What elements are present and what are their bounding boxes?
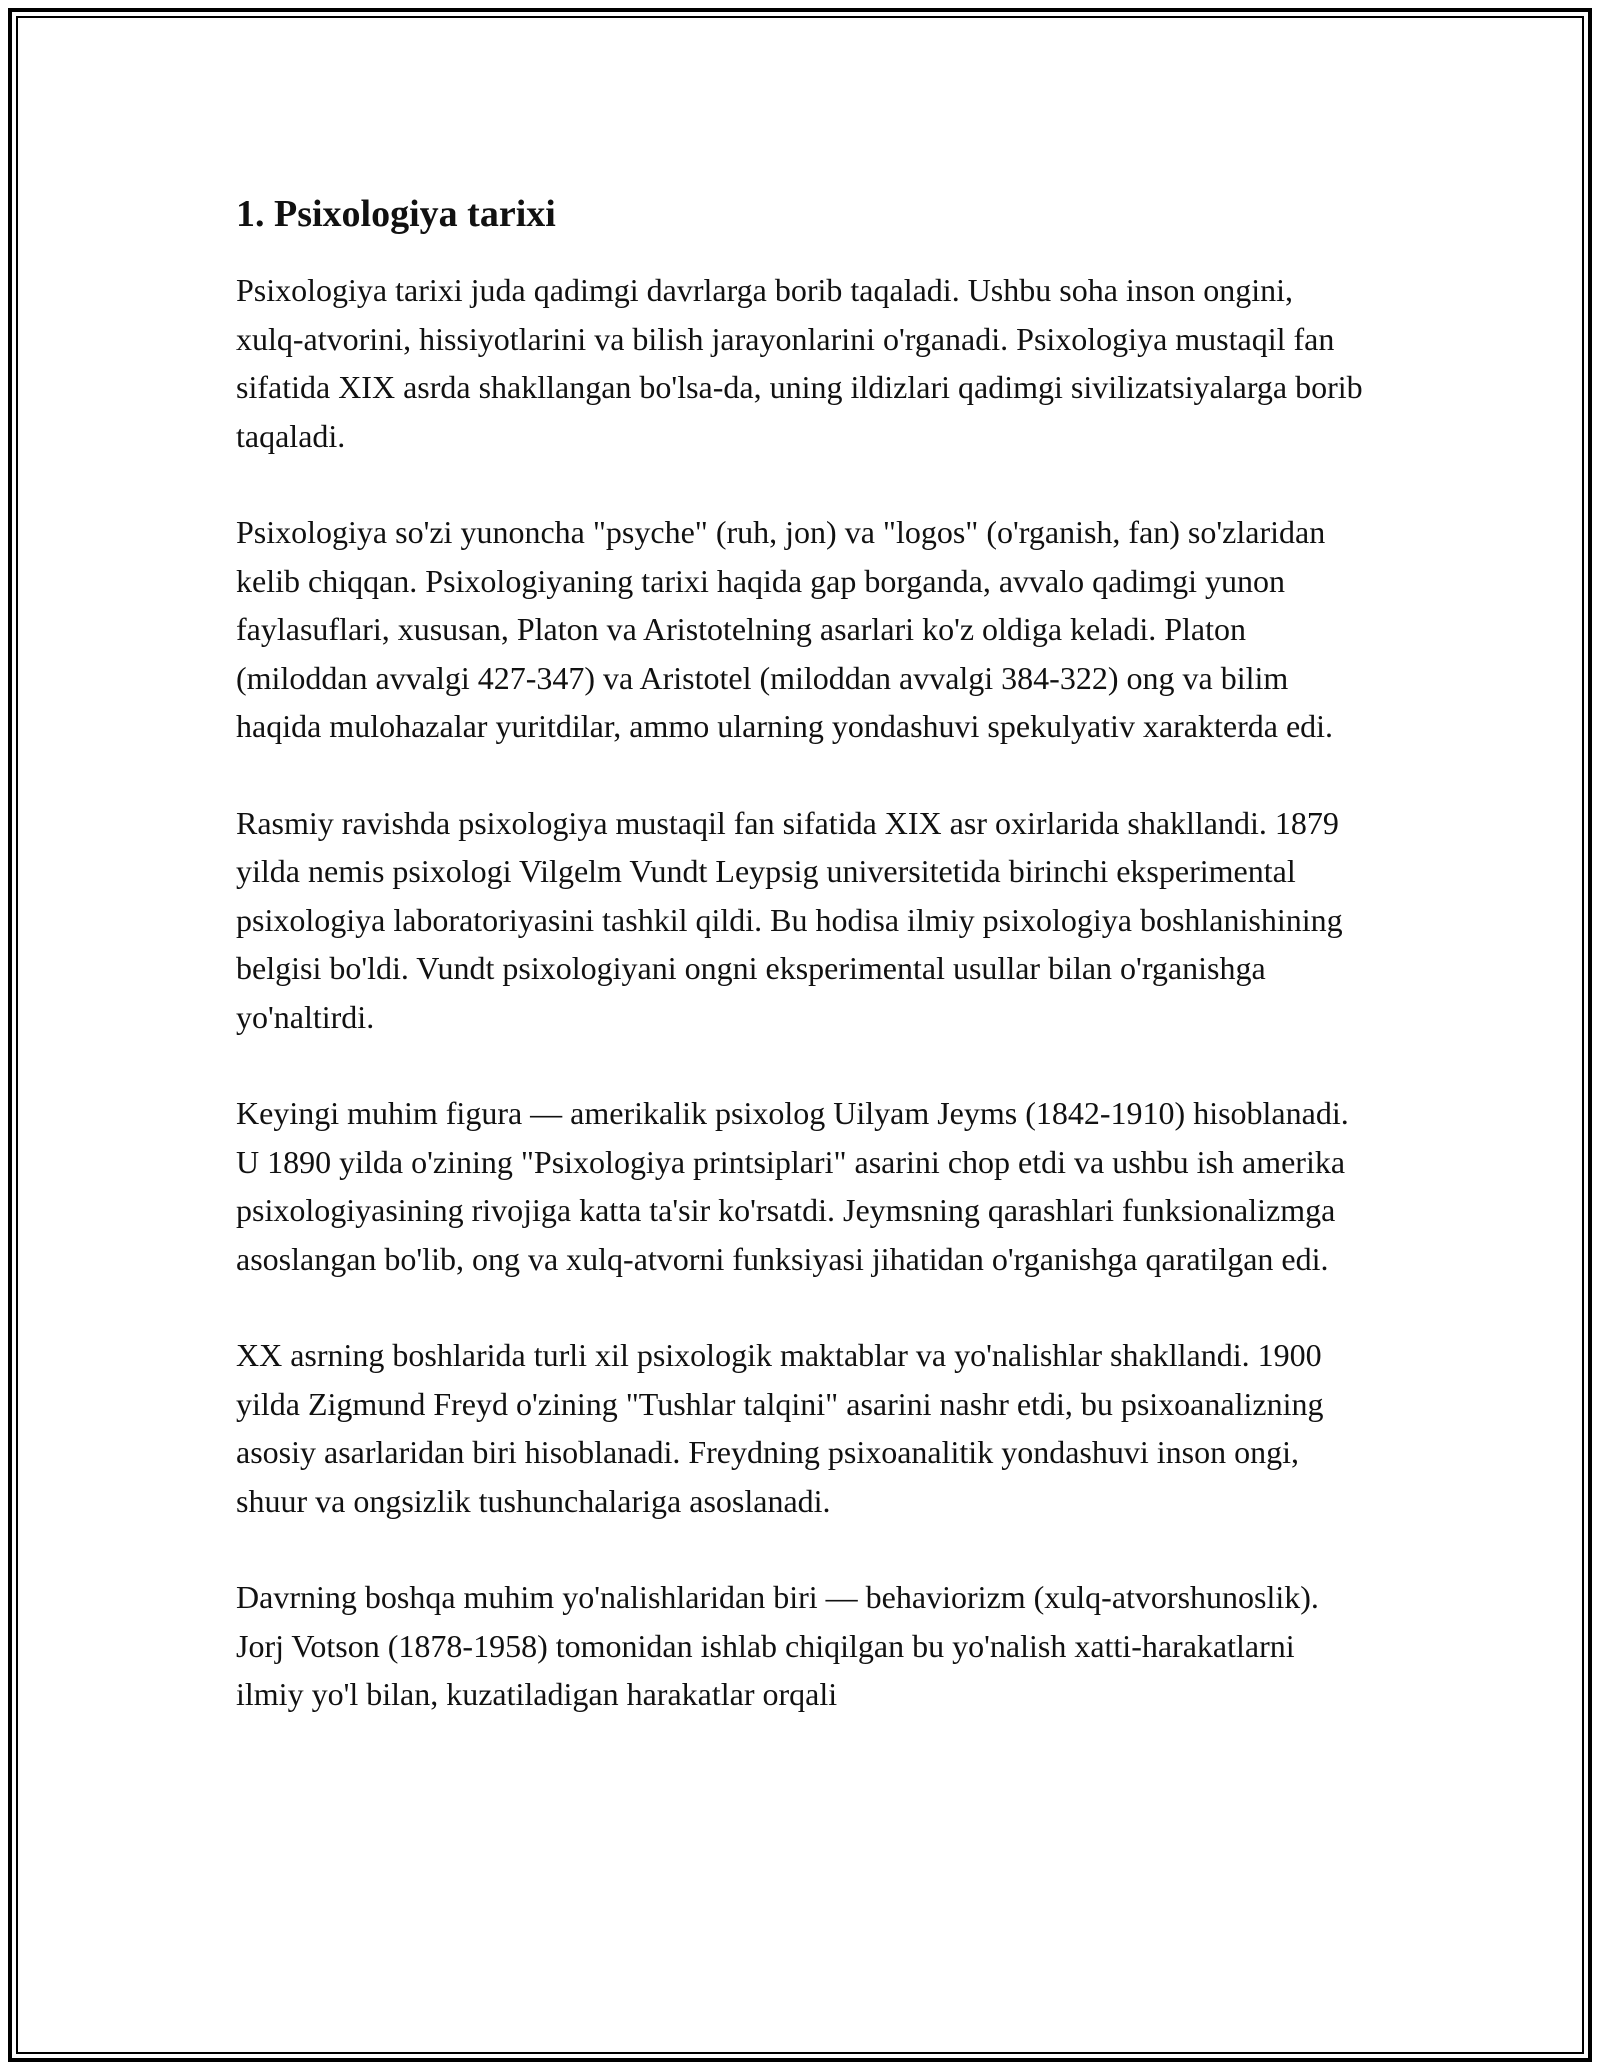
paragraph-5: XX asrning boshlarida turli xil psixologik maktablar va yo'nalishlar shakllandi. 1900 yilda Zigmund Freyd o'zining "Tushlar talqini" asarini nashr etdi, bu psixoanalizning asosiy asarlaridan biri hisoblanadi. Freydning psixoanalitik yondashuvi inson ongi, shuur va ongsizlik tushunchalariga asoslanadi.: [236, 1337, 1324, 1519]
paragraph-2: Psixologiya so'zi yunoncha "psyche" (ruh, jon) va "logos" (o'rganish, fan) so'zlaridan kelib chiqqan. Psixologiyaning tarixi haqida gap borganda, avvalo qadimgi yunon faylasuflari, xususan, Platon va Aristotelning asarlari ko'z oldiga keladi. Platon (miloddan avvalgi 427-347) va Aristotel (miloddan avvalgi 384-322) ong va bilim haqida mulohazalar yuritdilar, ammo ularning yondashuvi spekulyativ xarakterda edi.: [236, 514, 1334, 744]
paragraph-1: Psixologiya tarixi juda qadimgi davrlarga borib taqaladi. Ushbu soha inson ongini, xulq-atvorini, hissiyotlarini va bilish jarayonlarini o'rganadi. Psixologiya mustaqil fan sifatida XIX asrda shakllangan bo'lsa-da, uning ildizlari qadimgi sivilizatsiyalarga borib taqaladi.: [236, 272, 1363, 454]
paragraph-6: Davrning boshqa muhim yo'nalishlaridan biri — behaviorizm (xulq-atvorshunoslik). Jorj Votson (1878-1958) tomonidan ishlab chiqilgan bu yo'nalish xatti-harakatlarni ilmiy yo'l bilan, kuzatiladigan harakatlar orqali: [236, 1579, 1319, 1712]
section-title: 1. Psixologiya tarixi: [236, 193, 556, 235]
paragraph-4: Keyingi muhim figura — amerikalik psixolog Uilyam Jeyms (1842-1910) hisoblanadi. U 1890 yilda o'zining "Psixologiya printsiplari" asarini chop etdi va ushbu ish amerika psixologiyasining rivojiga katta ta'sir ko'rsatdi. Jeymsning qarashlari funksionalizmga asoslangan bo'lib, ong va xulq-atvorni funksiyasi jihatidan o'rganishga qaratilgan edi.: [236, 1095, 1349, 1277]
paragraph-3: Rasmiy ravishda psixologiya mustaqil fan sifatida XIX asr oxirlarida shakllandi. 1879 yilda nemis psixologi Vilgelm Vundt Leypsig universitetida birinchi eksperimental psixologiya laboratoriyasini tashkil qildi. Bu hodisa ilmiy psixologiya boshlanishining belgisi bo'ldi. Vundt psixologiyani ongni eksperimental usullar bilan o'rganishga yo'naltirdi.: [236, 804, 1343, 1035]
document-page: [236, 186, 1366, 1767]
